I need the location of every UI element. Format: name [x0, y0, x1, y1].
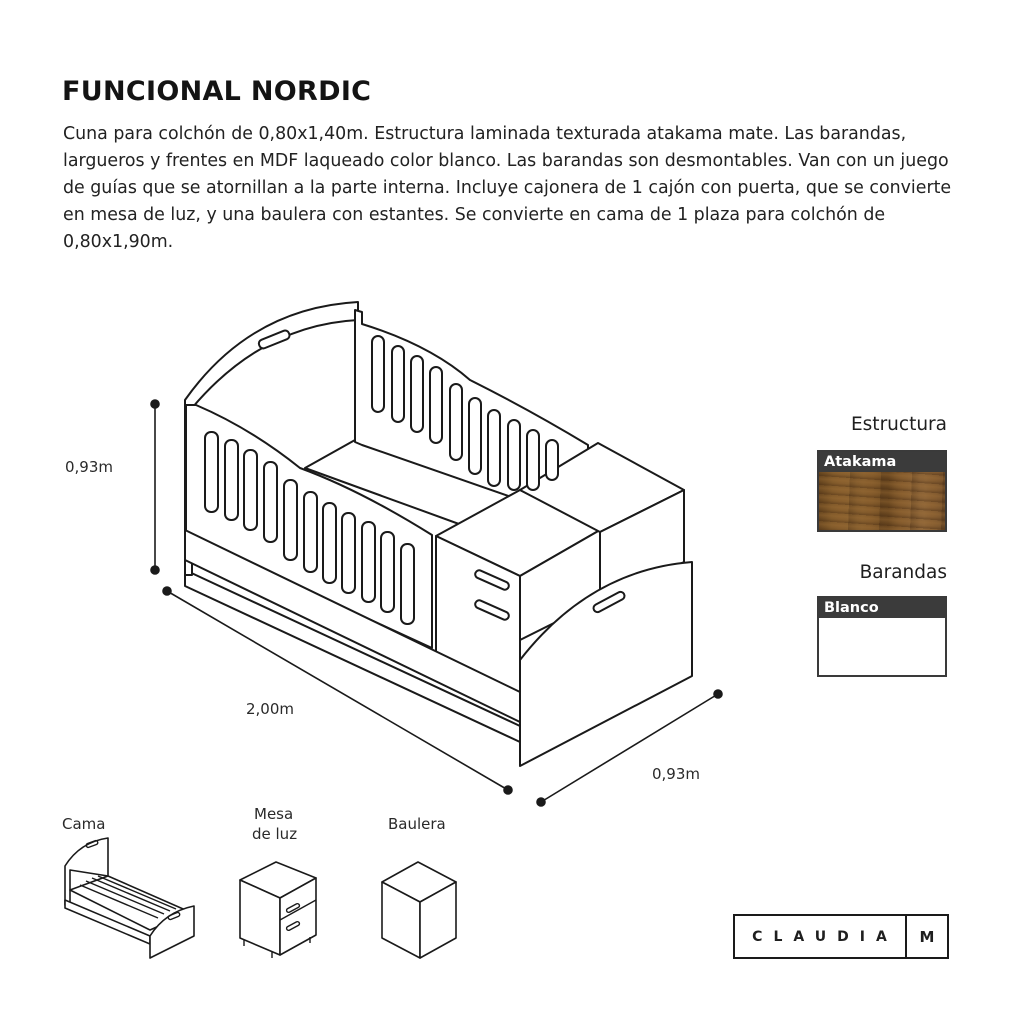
product-title: FUNCIONAL NORDIC [62, 76, 372, 107]
height-dimension: 0,93m [65, 458, 114, 476]
cama-label: Cama [62, 815, 106, 833]
barandas-heading: Barandas [859, 562, 947, 583]
brand-name: CLAUDIA [752, 928, 898, 945]
atakama-label: Atakama [819, 452, 945, 472]
length-dimension: 2,00m [246, 700, 295, 718]
estructura-heading: Estructura [850, 414, 947, 435]
mesa-label-1: Mesa [254, 805, 294, 823]
mesa-label-2: de luz [252, 825, 298, 843]
product-description: Cuna para colchón de 0,80x1,40m. Estructura laminada texturada atakama mate. Las barandas, largueros y frentes en MDF laqueado color blanco. Las barandas son desmontables. Van con un juego de guías que se atornillan a la parte interna. Incluye cajonera de 1 cajón con puerta, que se convierte en mesa de luz, y una baulera con estantes. Se convierte en cama de 1 plaza para colchón de 0,80x1,90m. [63, 124, 952, 252]
blanco-label: Blanco [819, 598, 945, 618]
brand-logo [733, 914, 949, 959]
width-dimension: 0,93m [652, 765, 701, 783]
baulera-label: Baulera [388, 815, 446, 833]
brand-mark: M [905, 916, 947, 957]
